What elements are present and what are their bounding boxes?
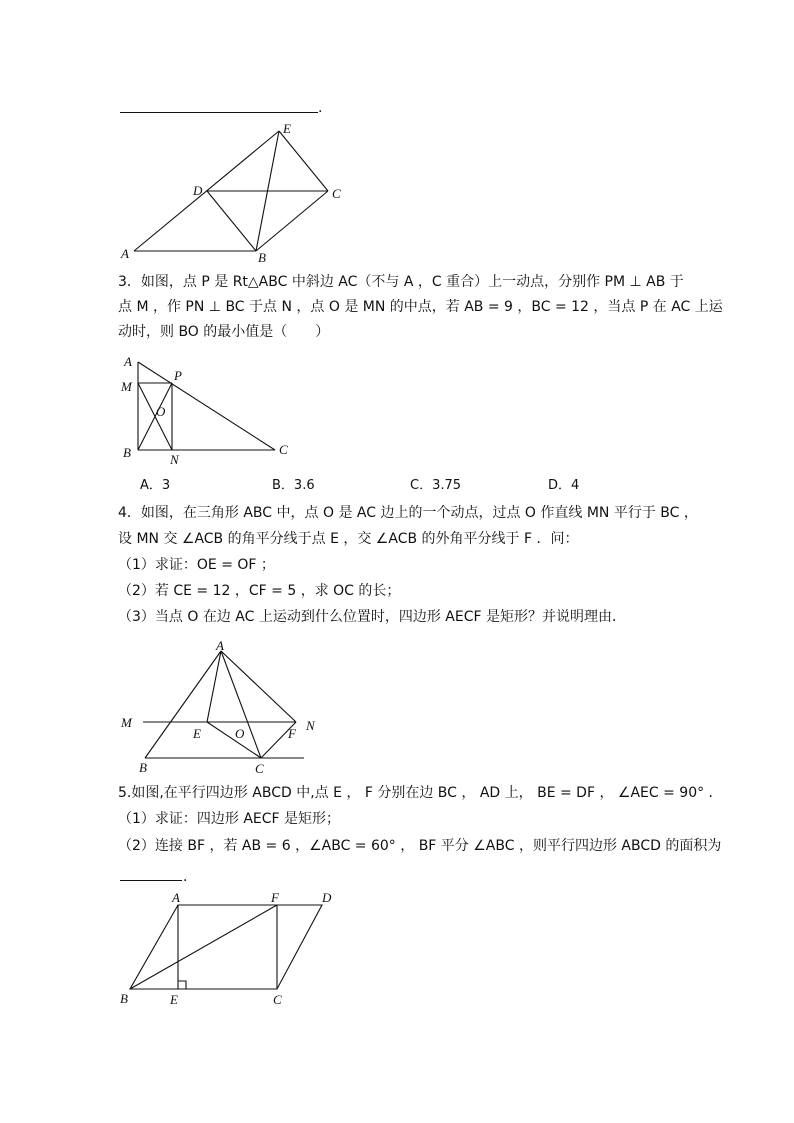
q5-line-1: 5.如图,在平行四边形 ABCD 中,点 E ， F 分别在边 BC ， AD 上， BE = DF ， ∠AEC = 90° ． [118, 785, 723, 801]
label-E: E [193, 726, 201, 741]
label-B: B [120, 991, 128, 1006]
label-F: F [288, 726, 296, 741]
parallelogram-ABCD [130, 905, 322, 989]
q3-line-1: 3．如图，点 P 是 Rt△ABC 中斜边 AC（不与 A ，C 重合）上一动点，分别作 PM ⊥ AB 于 [118, 274, 684, 290]
q3-option-a: A．3 [140, 478, 171, 493]
label-O: O [235, 726, 245, 741]
label-C: C [273, 992, 282, 1007]
label-E: E [283, 121, 291, 136]
q3-option-b: B．3.6 [272, 478, 315, 493]
label-D: D [193, 183, 203, 198]
q3-option-c: C．3.75 [410, 478, 462, 493]
q3-line-2: 点 M ，作 PN ⊥ BC 于点 N ，点 O 是 MN 的中点，若 AB = 9 ，BC = 12 ，当点 P 在 AC 上运 [118, 299, 723, 315]
label-N: N [306, 718, 315, 733]
label-N: N [170, 452, 179, 467]
right-angle-marker [178, 981, 186, 989]
label-B: B [258, 250, 266, 265]
q5-sub-1: （1）求证：四边形 AECF 是矩形； [118, 811, 341, 827]
q4-line-2: 设 MN 交 ∠ACB 的角平分线于点 E ，交 ∠ACB 的外角平分线于 F ．问： [118, 531, 579, 547]
label-A: A [124, 354, 132, 369]
label-C: C [255, 761, 264, 776]
label-C: C [279, 442, 288, 457]
label-B: B [123, 445, 131, 460]
label-E: E [170, 992, 178, 1007]
q4-line-1: 4．如图，在三角形 ABC 中，点 O 是 AC 边上的一个动点，过点 O 作直线 MN 平行于 BC ， [118, 505, 698, 521]
q3-line-3: 动时，则 BO 的最小值是（ ） [118, 324, 330, 340]
label-B: B [139, 760, 147, 775]
q4-sub-2: （2）若 CE = 12 ，CF = 5 ，求 OC 的长； [118, 583, 401, 599]
label-P: P [174, 368, 182, 383]
label-M: M [121, 379, 132, 394]
label-C: C [332, 186, 341, 201]
q5-answer-blank-dot: ． [183, 869, 197, 885]
q3-option-d: D．4 [548, 478, 580, 493]
label-A: A [121, 246, 129, 261]
label-D: D [322, 890, 332, 905]
label-M: M [121, 715, 132, 730]
segment-BF [130, 905, 277, 989]
label-A: A [172, 890, 180, 905]
q5-sub-2: （2）连接 BF ，若 AB = 6 ，∠ABC = 60° ， BF 平分 ∠ABC ，则平行四边形 ABCD 的面积为 [118, 838, 722, 854]
q4-sub-3: （3）当点 O 在边 AC 上运动到什么位置时，四边形 AECF 是矩形？并说明理由． [118, 609, 626, 625]
label-O: O [156, 404, 166, 419]
answer-blank-dot: . [318, 100, 323, 116]
q4-sub-1: （1）求证：OE = OF ； [118, 557, 275, 573]
label-F: F [271, 890, 279, 905]
label-A: A [216, 638, 224, 653]
